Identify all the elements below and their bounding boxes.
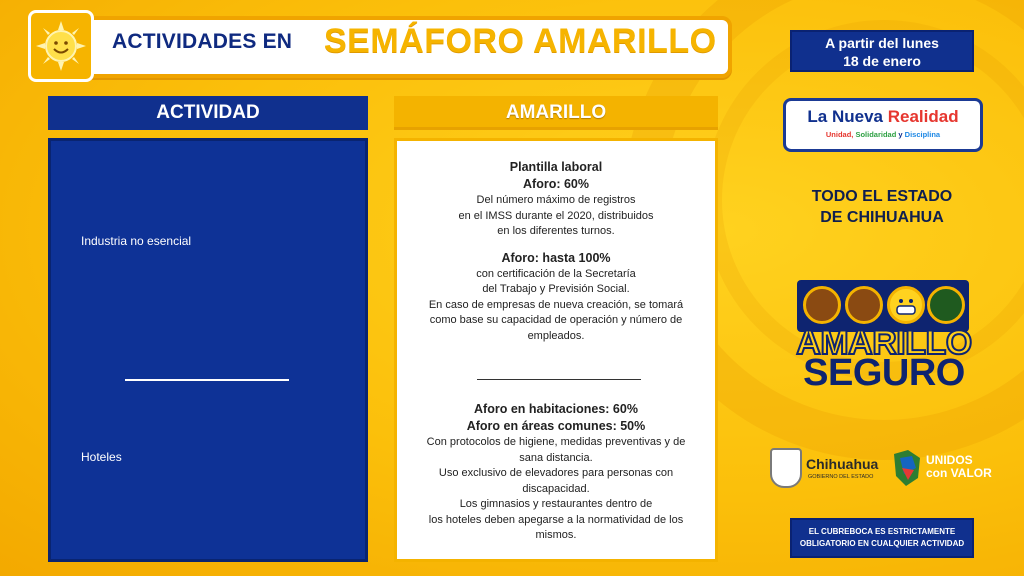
column-header-amarillo: AMARILLO bbox=[394, 96, 718, 130]
rules-hoteles-text: mismos. bbox=[535, 529, 577, 541]
column-header-activity: ACTIVIDAD bbox=[48, 96, 368, 130]
rules-industria-text: en los diferentes turnos. bbox=[497, 225, 615, 237]
traffic-light-lamp bbox=[927, 286, 965, 324]
header-accent-title: SEMÁFORO AMARILLO bbox=[324, 22, 717, 60]
rules-hoteles-text: los hoteles deben apegarse a la normatividad de los bbox=[428, 513, 684, 526]
nueva-realidad-word2: Realidad bbox=[887, 107, 959, 126]
rules-industria bbox=[397, 159, 715, 344]
unidos-line1: UNIDOS bbox=[926, 453, 973, 467]
unidos-con-valor-text bbox=[926, 454, 992, 480]
rules-industria-text: como base su capacidad de operación y número de bbox=[429, 314, 683, 326]
rules-divider bbox=[477, 379, 641, 380]
nueva-realidad-logo bbox=[783, 98, 983, 152]
state-line1: TODO EL ESTADO bbox=[811, 188, 953, 205]
start-date-line2: 18 de enero bbox=[843, 53, 921, 69]
traffic-light-lamp-active bbox=[887, 286, 925, 324]
rules-hoteles bbox=[397, 401, 715, 544]
start-date-line1: A partir del lunes bbox=[825, 35, 939, 51]
face-mask-notice bbox=[790, 518, 974, 558]
face-mask-line2: OBLIGATORIO EN CUALQUIER ACTIVIDAD bbox=[799, 539, 965, 548]
start-date-box bbox=[790, 30, 974, 72]
amarillo-seguro-word2: SEGURO bbox=[803, 352, 965, 394]
government-logos bbox=[770, 446, 1006, 490]
chihuahua-logo-text: Chihuahua bbox=[806, 456, 879, 472]
nueva-realidad-sub2: Solidaridad bbox=[855, 130, 897, 139]
rules-industria-text: en el IMSS durante el 2020, distribuidos bbox=[458, 209, 654, 222]
activity-panel bbox=[48, 138, 368, 562]
nueva-realidad-word1: La Nueva bbox=[807, 107, 883, 126]
unidos-line2: con VALOR bbox=[926, 466, 992, 480]
rules-industria-text: del Trabajo y Previsión Social. bbox=[482, 283, 630, 295]
traffic-light-lamp bbox=[845, 286, 883, 324]
rules-hoteles-text: Con protocolos de higiene, medidas preventivas y de bbox=[426, 436, 686, 448]
chihuahua-shield-icon bbox=[770, 448, 802, 488]
activity-label-industria: Industria no esencial bbox=[81, 234, 192, 248]
nueva-realidad-sub3: y bbox=[898, 130, 903, 139]
rules-hoteles-text: sana distancia. bbox=[519, 451, 593, 464]
sun-badge bbox=[28, 10, 94, 82]
rules-industria-text: Del número máximo de registros bbox=[476, 194, 636, 206]
rules-industria-text: empleados. bbox=[527, 329, 585, 342]
header-title: ACTIVIDADES EN bbox=[112, 30, 293, 53]
rules-hoteles-text: Uso exclusivo de elevadores para personas con bbox=[438, 467, 674, 479]
smiling-face-icon bbox=[890, 289, 922, 321]
amarillo-seguro-word1: AMARILLO bbox=[796, 324, 972, 362]
chihuahua-logo-subtext: GOBIERNO DEL ESTADO bbox=[808, 474, 874, 480]
rules-hoteles-aforo1: Aforo en habitaciones: 60% bbox=[474, 402, 638, 416]
smiling-sun-icon bbox=[35, 20, 87, 72]
traffic-light-lamp bbox=[803, 286, 841, 324]
nueva-realidad-sub4: Disciplina bbox=[904, 130, 941, 139]
rules-industria-text: En caso de empresas de nueva creación, se tomará bbox=[428, 298, 684, 311]
unidos-con-valor-mark-icon bbox=[890, 448, 924, 488]
rules-industria-aforo1: Aforo: 60% bbox=[523, 177, 589, 191]
activity-label-hoteles: Hoteles bbox=[81, 450, 122, 464]
state-scope-text bbox=[782, 186, 982, 228]
nueva-realidad-sub1: Unidad, bbox=[825, 130, 854, 139]
rules-hoteles-text: Los gimnasios y restaurantes dentro de bbox=[459, 498, 653, 510]
rules-industria-text: con certificación de la Secretaría bbox=[476, 267, 636, 280]
rules-industria-aforo2: Aforo: hasta 100% bbox=[501, 250, 611, 265]
rules-industria-title: Plantilla laboral bbox=[509, 160, 603, 174]
state-line2: DE CHIHUAHUA bbox=[820, 209, 944, 226]
activity-divider bbox=[125, 379, 289, 381]
rules-hoteles-text: discapacidad. bbox=[522, 482, 590, 495]
rules-panel bbox=[394, 138, 718, 562]
face-mask-line1: EL CUBREBOCA ES ESTRICTAMENTE bbox=[808, 527, 956, 536]
rules-hoteles-aforo2: Aforo en áreas comunes: 50% bbox=[466, 419, 646, 433]
